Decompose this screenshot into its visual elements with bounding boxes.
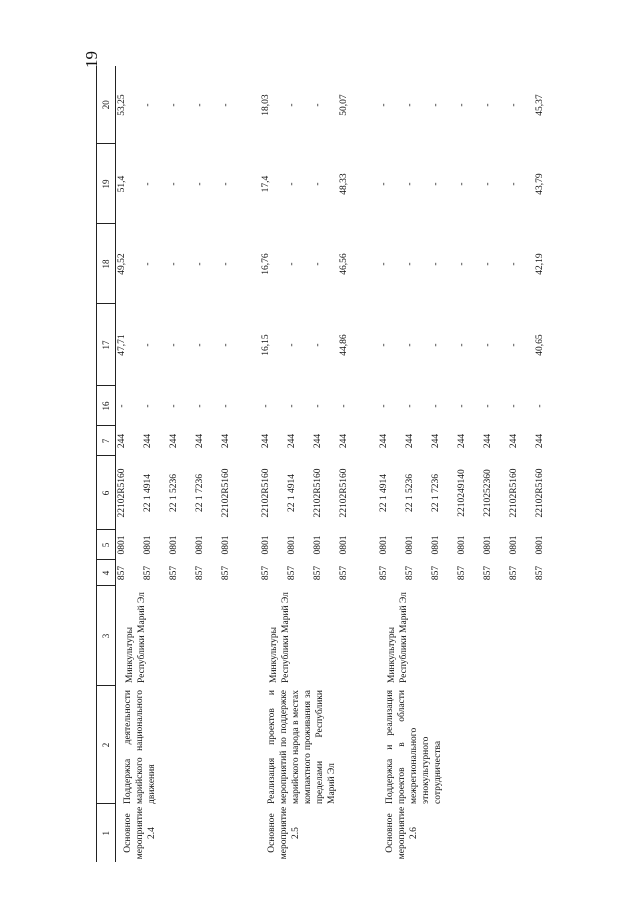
grbs-code: 857 xyxy=(287,565,297,581)
column-header-18: 18 xyxy=(97,224,116,304)
target-article-code: 22 1 4914 xyxy=(143,474,153,512)
value-col-20: - xyxy=(287,103,297,107)
value-col-17: 16,15 xyxy=(261,334,271,356)
value-col-16: - xyxy=(143,404,153,408)
column-header-2: 2 xyxy=(97,686,116,804)
value-col-18: - xyxy=(169,262,179,266)
expense-type-code: 244 xyxy=(379,433,389,449)
section-code: 0801 xyxy=(261,535,271,555)
column-header-5: 5 xyxy=(97,530,116,560)
value-col-18: 46,56 xyxy=(339,253,349,275)
measure-id: Основное мероприятие 2.5 xyxy=(267,806,301,860)
expense-type-code: 244 xyxy=(261,433,271,449)
column-header-1: 1 xyxy=(97,804,116,862)
rotated-page xyxy=(96,66,552,862)
value-col-17: - xyxy=(405,343,415,347)
expense-type-code: 244 xyxy=(457,433,467,449)
value-col-19: - xyxy=(169,182,179,186)
expense-type-code: 244 xyxy=(509,433,519,449)
section-code: 0801 xyxy=(287,535,297,555)
value-col-17: - xyxy=(509,343,519,347)
value-col-17: - xyxy=(313,343,323,347)
section-code: 0801 xyxy=(509,535,519,555)
value-col-20: 53,25 xyxy=(117,94,127,116)
grbs-code: 857 xyxy=(431,565,441,581)
column-header-20: 20 xyxy=(97,66,116,144)
column-header-4: 4 xyxy=(97,560,116,586)
section-code: 0801 xyxy=(143,535,153,555)
value-col-16: - xyxy=(313,404,323,408)
target-article-code: 22102R5160 xyxy=(117,468,127,518)
value-col-16: - xyxy=(405,404,415,408)
value-col-17: 47,71 xyxy=(117,334,127,356)
value-col-20: 50,07 xyxy=(339,94,349,116)
value-col-18: - xyxy=(143,262,153,266)
section-code: 0801 xyxy=(313,535,323,555)
target-article-code: 22102R5160 xyxy=(339,468,349,518)
grbs-code: 857 xyxy=(483,565,493,581)
expense-type-code: 244 xyxy=(117,433,127,449)
value-col-19: - xyxy=(313,182,323,186)
target-article-code: 22 1 7236 xyxy=(431,474,441,512)
column-header-16: 16 xyxy=(97,386,116,426)
table-row xyxy=(260,66,286,862)
measure-name: Поддержка деятельности марийского национального движения xyxy=(123,690,157,804)
section-code: 0801 xyxy=(483,535,493,555)
value-col-19: - xyxy=(143,182,153,186)
value-col-18: 49,52 xyxy=(117,253,127,275)
budget-table xyxy=(96,66,560,862)
value-col-18: - xyxy=(313,262,323,266)
header-row xyxy=(97,66,116,862)
value-col-18: 16,76 xyxy=(261,253,271,275)
grbs-code: 857 xyxy=(143,565,153,581)
value-col-16: - xyxy=(169,404,179,408)
value-col-16: - xyxy=(431,404,441,408)
expense-type-code: 244 xyxy=(483,433,493,449)
responsible-executor: Минкультуры Республики Марий Эл xyxy=(125,592,147,683)
section-code: 0801 xyxy=(195,535,205,555)
grbs-code: 857 xyxy=(509,565,519,581)
section-code: 0801 xyxy=(379,535,389,555)
responsible-executor: Минкультуры Республики Марий Эл xyxy=(387,592,409,683)
value-col-20: - xyxy=(195,103,205,107)
value-col-17: 44,86 xyxy=(339,334,349,356)
grbs-code: 857 xyxy=(221,565,231,581)
value-col-16: - xyxy=(457,404,467,408)
value-col-18: - xyxy=(287,262,297,266)
value-col-16: - xyxy=(379,404,389,408)
table-body xyxy=(116,66,561,862)
section-code: 0801 xyxy=(221,535,231,555)
value-col-20: - xyxy=(143,103,153,107)
value-col-17: - xyxy=(379,343,389,347)
value-col-17: - xyxy=(431,343,441,347)
measure-name: Реализация проектов и мероприятий по поддержке марийского народа в местах компактного проживания за пределами Республики Марий Эл xyxy=(267,690,337,804)
value-col-19: - xyxy=(431,182,441,186)
value-col-19: - xyxy=(457,182,467,186)
value-col-19: - xyxy=(379,182,389,186)
target-article-code: 2210252360 xyxy=(483,469,493,517)
grbs-code: 857 xyxy=(169,565,179,581)
value-col-17: - xyxy=(457,343,467,347)
responsible-executor: Минкультуры Республики Марий Эл xyxy=(269,592,291,683)
value-col-16: - xyxy=(221,404,231,408)
value-col-19: 48,33 xyxy=(339,173,349,195)
grbs-code: 857 xyxy=(535,565,545,581)
value-col-20: - xyxy=(405,103,415,107)
grbs-code: 857 xyxy=(117,565,127,581)
target-article-code: 2210249140 xyxy=(457,469,467,517)
table-row xyxy=(116,66,143,862)
value-col-17: - xyxy=(287,343,297,347)
expense-type-code: 244 xyxy=(405,433,415,449)
value-col-20: - xyxy=(483,103,493,107)
expense-type-code: 244 xyxy=(339,433,349,449)
value-col-18: - xyxy=(483,262,493,266)
value-col-16: - xyxy=(261,404,271,408)
target-article-code: 22102R5160 xyxy=(313,468,323,518)
expense-type-code: 244 xyxy=(313,433,323,449)
grbs-code: 857 xyxy=(457,565,467,581)
value-col-16: - xyxy=(339,404,349,408)
section-code: 0801 xyxy=(169,535,179,555)
measure-id: Основное мероприятие 2.6 xyxy=(385,806,419,860)
value-col-16: - xyxy=(535,404,545,408)
value-col-16: - xyxy=(509,404,519,408)
group-spacer xyxy=(246,66,260,862)
value-col-19: - xyxy=(483,182,493,186)
value-col-18: - xyxy=(195,262,205,266)
expense-type-code: 244 xyxy=(287,433,297,449)
value-col-18: - xyxy=(457,262,467,266)
value-col-17: 40,65 xyxy=(535,334,545,356)
target-article-code: 22 1 5236 xyxy=(169,474,179,512)
value-col-20: 18,03 xyxy=(261,94,271,116)
value-col-18: - xyxy=(405,262,415,266)
target-article-code: 22102R5160 xyxy=(535,468,545,518)
grbs-code: 857 xyxy=(195,565,205,581)
section-code: 0801 xyxy=(339,535,349,555)
value-col-20: - xyxy=(431,103,441,107)
expense-type-code: 244 xyxy=(431,433,441,449)
column-header-17: 17 xyxy=(97,304,116,386)
grbs-code: 857 xyxy=(339,565,349,581)
value-col-19: 43,79 xyxy=(535,173,545,195)
value-col-19: 51,4 xyxy=(117,175,127,193)
value-col-18: - xyxy=(221,262,231,266)
target-article-code: 22102R5160 xyxy=(221,468,231,518)
section-code: 0801 xyxy=(457,535,467,555)
value-col-20: - xyxy=(379,103,389,107)
value-col-19: - xyxy=(221,182,231,186)
target-article-code: 22 1 4914 xyxy=(287,474,297,512)
value-col-20: - xyxy=(313,103,323,107)
value-col-19: - xyxy=(405,182,415,186)
value-col-17: - xyxy=(483,343,493,347)
value-col-18: 42,19 xyxy=(535,253,545,275)
spacer-cell xyxy=(246,66,260,862)
section-code: 0801 xyxy=(431,535,441,555)
grbs-code: 857 xyxy=(379,565,389,581)
grbs-code: 857 xyxy=(405,565,415,581)
value-col-17: - xyxy=(221,343,231,347)
value-col-16: - xyxy=(195,404,205,408)
value-col-20: - xyxy=(169,103,179,107)
section-code: 0801 xyxy=(405,535,415,555)
column-header-3: 3 xyxy=(97,586,116,686)
expense-type-code: 244 xyxy=(169,433,179,449)
value-col-16: - xyxy=(117,404,127,408)
page-number: 19 xyxy=(82,51,101,68)
value-col-19: - xyxy=(509,182,519,186)
measure-name: Поддержка и реализация проектов в области межрегионального этнокультурного сотрудничества xyxy=(385,690,443,804)
value-col-20: - xyxy=(457,103,467,107)
grbs-code: 857 xyxy=(261,565,271,581)
value-col-20: - xyxy=(509,103,519,107)
measure-id: Основное мероприятие 2.4 xyxy=(123,806,157,860)
value-col-17: - xyxy=(169,343,179,347)
spacer-cell xyxy=(364,66,378,862)
grbs-code: 857 xyxy=(313,565,323,581)
target-article-code: 22 1 4914 xyxy=(379,474,389,512)
value-col-17: - xyxy=(143,343,153,347)
value-col-18: - xyxy=(431,262,441,266)
expense-type-code: 244 xyxy=(195,433,205,449)
section-code: 0801 xyxy=(535,535,545,555)
target-article-code: 22 1 5236 xyxy=(405,474,415,512)
value-col-16: - xyxy=(287,404,297,408)
value-col-17: - xyxy=(195,343,205,347)
value-col-19: - xyxy=(287,182,297,186)
expense-type-code: 244 xyxy=(535,433,545,449)
target-article-code: 22102R5160 xyxy=(509,468,519,518)
column-header-6: 6 xyxy=(97,456,116,530)
expense-type-code: 244 xyxy=(221,433,231,449)
value-col-16: - xyxy=(483,404,493,408)
value-col-20: 45,37 xyxy=(535,94,545,116)
target-article-code: 22 1 7236 xyxy=(195,474,205,512)
expense-type-code: 244 xyxy=(143,433,153,449)
section-code: 0801 xyxy=(117,535,127,555)
column-header-7: 7 xyxy=(97,426,116,456)
value-col-18: - xyxy=(379,262,389,266)
group-spacer xyxy=(364,66,378,862)
value-col-19: - xyxy=(195,182,205,186)
value-col-18: - xyxy=(509,262,519,266)
table-row xyxy=(378,66,404,862)
value-col-20: - xyxy=(221,103,231,107)
column-header-19: 19 xyxy=(97,144,116,224)
target-article-code: 22102R5160 xyxy=(261,468,271,518)
value-col-19: 17,4 xyxy=(261,175,271,193)
